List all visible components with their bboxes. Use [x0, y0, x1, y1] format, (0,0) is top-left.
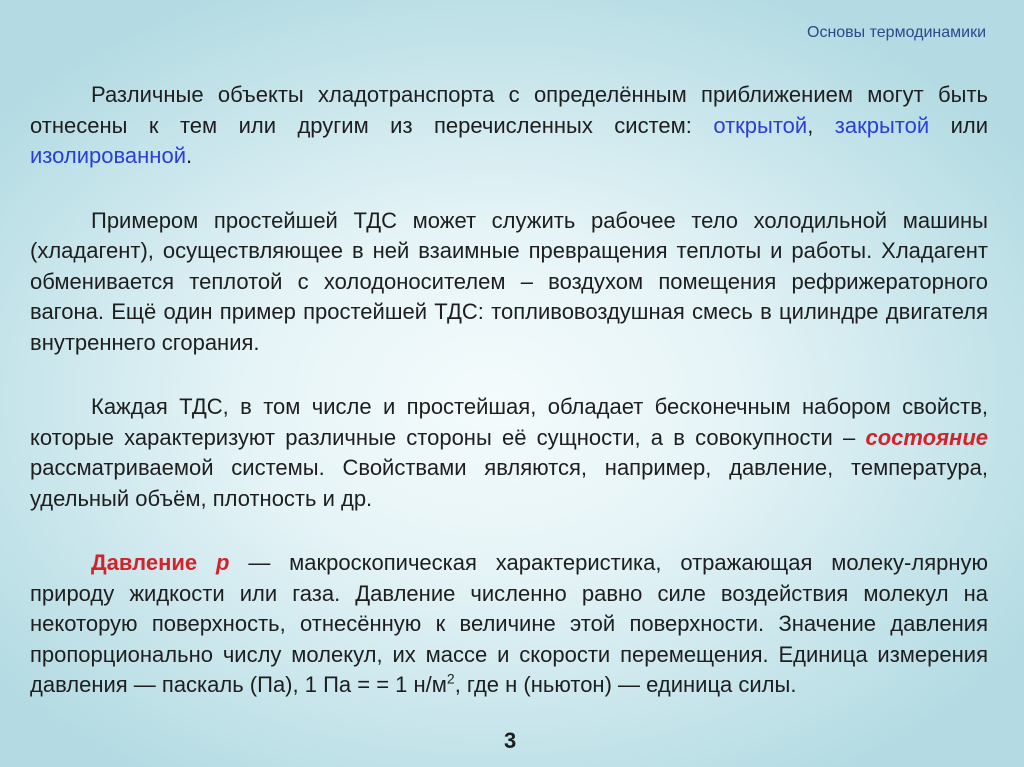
paragraph-text: рассматриваемой системы. Свойствами являются, например, давление, температура, удельный объём, плотность и др. [30, 455, 988, 511]
paragraph-text: Различные объекты хладотранспорта с определённым приближением могут быть отнесены к тем или другим из перечисленных систем: [30, 82, 988, 138]
slide-body [30, 80, 988, 701]
term-closed-system: закрытой [834, 112, 930, 138]
page-number: 3 [504, 728, 517, 753]
paragraph-systems [30, 80, 988, 172]
separator: , [807, 112, 835, 138]
term-isolated-system: изолированной [30, 143, 186, 168]
term-pressure: Давление [91, 550, 198, 575]
paragraph-end: . [185, 143, 193, 168]
unit-superscript: 2 [446, 670, 455, 687]
term-open-system: открытой [713, 112, 808, 138]
term-state: состояние [865, 424, 988, 450]
paragraph-text: — макроскопическая характеристика, отражающая молеку-лярную природу жидкости или газа. Давление численно равно силе воздействия молекул на некоторую поверхность, отнесённую к величине этой поверхности. Значение давления пропорционально числу молекул, их массе и скорости перемещения. Единица измерения давления — паскаль (Па), 1 Па = = 1 н/м [30, 550, 988, 697]
slide-title: Основы термодинамики [807, 24, 986, 41]
paragraph-pressure [30, 548, 988, 701]
paragraph-text: Каждая ТДС, в том числе и простейшая, обладает бесконечным набором свойств, которые характеризуют различные стороны её сущности, а в совокупности – [30, 394, 988, 450]
paragraph-properties [30, 392, 988, 514]
pressure-symbol: p [216, 550, 230, 575]
paragraph-example [30, 206, 988, 359]
paragraph-text: Примером простейшей ТДС может служить рабочее тело холодильной машины (хладагент), осуществляющее в ней взаимные превращения теплоты и работы. Хладагент обменивается теплотой с холодоносителем – воздухом помещения рефрижераторного вагона. Ещё один пример простейшей ТДС: топливовоздушная смесь в цилиндре двигателя внутреннего сгорания. [30, 207, 988, 355]
paragraph-text: , где н (ньютон) — единица силы. [454, 672, 797, 697]
separator: или [929, 112, 989, 138]
